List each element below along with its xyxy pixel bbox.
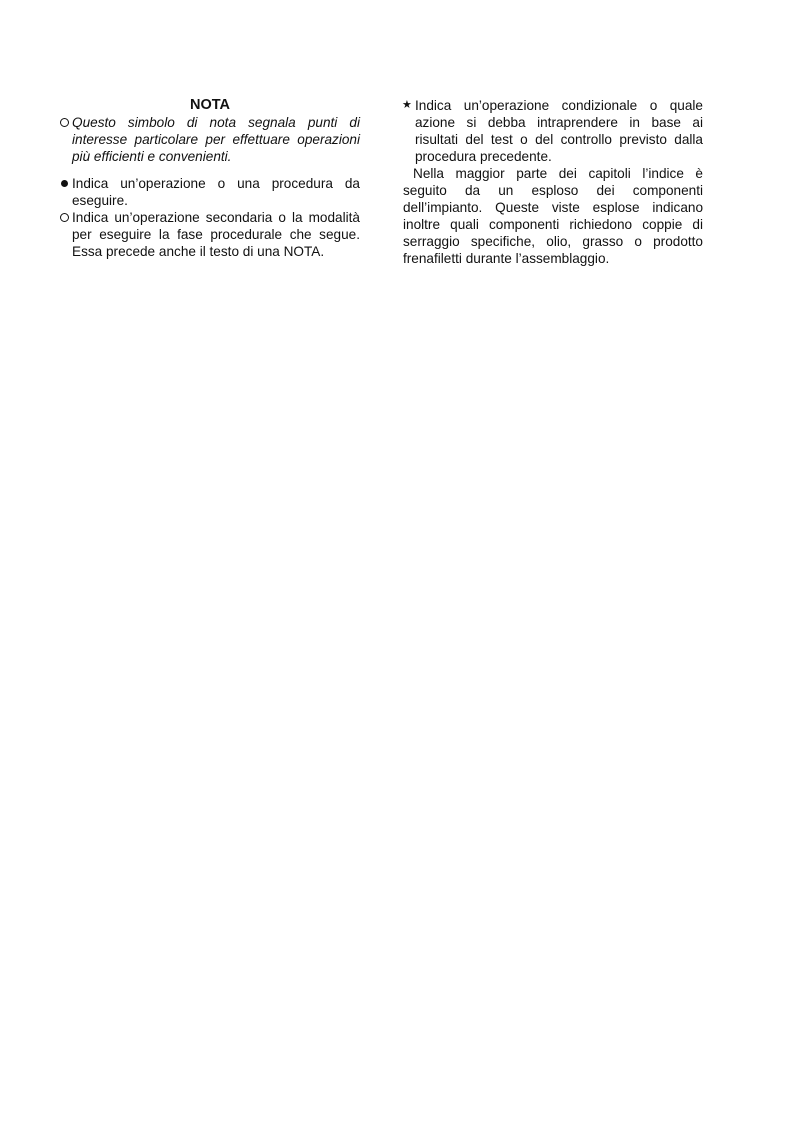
- hollow-circle-icon: [60, 213, 69, 222]
- left-column: [60, 97, 360, 260]
- hollow-circle-icon: [60, 118, 69, 127]
- conditional-item: [403, 97, 703, 165]
- note-item: [60, 114, 360, 165]
- substep-item: [60, 209, 360, 260]
- conditional-item-text: Indica un’operazione condizionale o quale azione si debba intraprendere in base ai risultati del test o del controllo previsto dalla procedura precedente.: [415, 98, 703, 164]
- star-icon: ★: [402, 99, 412, 111]
- nota-heading: NOTA: [189, 97, 230, 113]
- substep-item-text: Indica un’operazione secondaria o la modalità per eseguire la fase procedurale che segue. Essa precede anche il testo di una NOTA.: [72, 210, 360, 259]
- filled-dot-icon: [61, 180, 68, 187]
- step-item-text: Indica un’operazione o una procedura da eseguire.: [72, 176, 360, 208]
- step-item: [60, 175, 360, 209]
- right-column: [403, 97, 703, 267]
- note-item-text: Questo simbolo di nota segnala punti di interesse particolare per effettuare operazioni più efficienti e convenienti.: [72, 115, 360, 164]
- exploded-view-paragraph: Nella maggior parte dei capitoli l’indice è seguito da un esploso dei componenti dell’impianto. Queste viste esplose indicano inoltre quali componenti richiedono coppie di serraggio specifiche, olio, grasso o prodotto frenafiletti durante l’assemblaggio.: [403, 166, 703, 266]
